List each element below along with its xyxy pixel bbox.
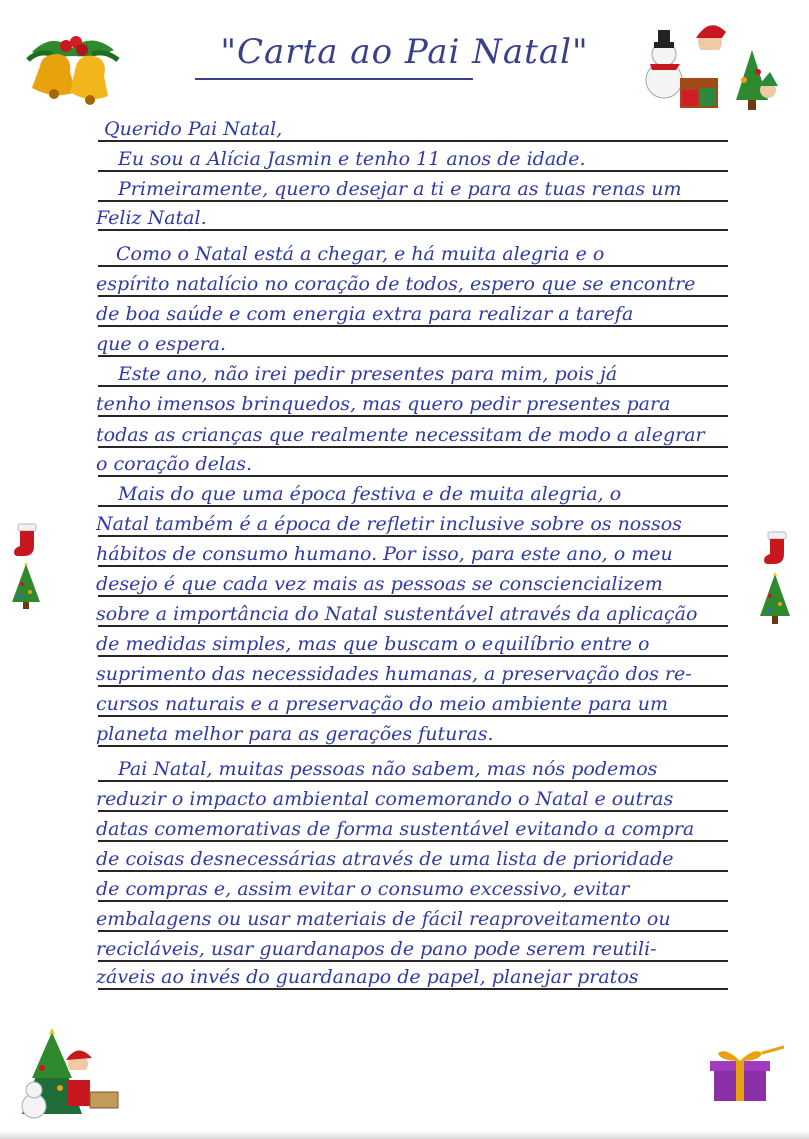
letter-line: o coração delas. bbox=[96, 453, 253, 475]
letter-line: hábitos de consumo humano. Por isso, para este ano, o meu bbox=[96, 543, 673, 565]
letter-line: Feliz Natal. bbox=[96, 207, 207, 229]
gift-box-icon bbox=[700, 1045, 790, 1105]
letter-line: sobre a importância do Natal sustentável através da aplicação bbox=[96, 603, 698, 625]
letter-line: de coisas desnecessárias através de uma lista de prioridade bbox=[96, 848, 674, 870]
letter-line: desejo é que cada vez mais as pessoas se consciencializem bbox=[96, 573, 663, 595]
letter-line: recicláveis, usar guardanapos de pano pode serem reutili- bbox=[96, 938, 657, 960]
letter-line: Eu sou a Alícia Jasmin e tenho 11 anos de idade. bbox=[118, 148, 586, 170]
letter-line: tenho imensos brinquedos, mas quero pedir presentes para bbox=[96, 393, 671, 415]
letter-line: Primeiramente, quero desejar a ti e para as tuas renas um bbox=[118, 178, 682, 200]
letter-line: datas comemorativas de forma sustentável evitando a compra bbox=[96, 818, 695, 840]
title-underline bbox=[195, 78, 473, 80]
letter-line: reduzir o impacto ambiental comemorando o Natal e outras bbox=[96, 788, 674, 810]
letter-line: planeta melhor para as gerações futuras. bbox=[96, 723, 494, 745]
santa-snowman-elf-icon bbox=[640, 20, 780, 115]
letter-line: Mais do que uma época festiva e de muita alegria, o bbox=[118, 483, 622, 505]
letter-line: cursos naturais e a preservação do meio ambiente para um bbox=[96, 693, 669, 715]
letter-line: de boa saúde e com energia extra para realizar a tarefa bbox=[96, 303, 634, 325]
letter-line: embalagens ou usar materiais de fácil reaproveitamento ou bbox=[96, 908, 671, 930]
page-edge bbox=[0, 1131, 809, 1139]
letter-line: suprimento das necessidades humanas, a preservação dos re- bbox=[96, 663, 692, 685]
stocking-icon bbox=[12, 522, 46, 560]
letter-title: "Carta ao Pai Natal" bbox=[220, 32, 589, 72]
christmas-tree-icon bbox=[756, 572, 794, 628]
letter-line: Pai Natal, muitas pessoas não sabem, mas nós podemos bbox=[118, 758, 658, 780]
christmas-tree-icon bbox=[8, 562, 44, 612]
letter-line: Querido Pai Natal, bbox=[104, 118, 283, 140]
christmas-tree-santa-snowman-icon bbox=[12, 1028, 122, 1124]
letter-line: de compras e, assim evitar o consumo excessivo, evitar bbox=[96, 878, 630, 900]
letter-line: záveis ao invés do guardanapo de papel, planejar pratos bbox=[96, 966, 639, 988]
letter-line: Como o Natal está a chegar, e há muita alegria e o bbox=[116, 243, 605, 265]
letter-line: que o espera. bbox=[96, 333, 227, 355]
letter-line: todas as crianças que realmente necessitam de modo a alegrar bbox=[96, 424, 705, 446]
letter-line: Natal também é a época de refletir inclusive sobre os nossos bbox=[96, 513, 682, 535]
christmas-bells-icon bbox=[22, 30, 122, 110]
stocking-icon bbox=[760, 530, 794, 568]
letter-line: espírito natalício no coração de todos, espero que se encontre bbox=[96, 273, 696, 295]
letter-line: Este ano, não irei pedir presentes para mim, pois já bbox=[118, 363, 618, 385]
letter-line: de medidas simples, mas que buscam o equilíbrio entre o bbox=[96, 633, 650, 655]
